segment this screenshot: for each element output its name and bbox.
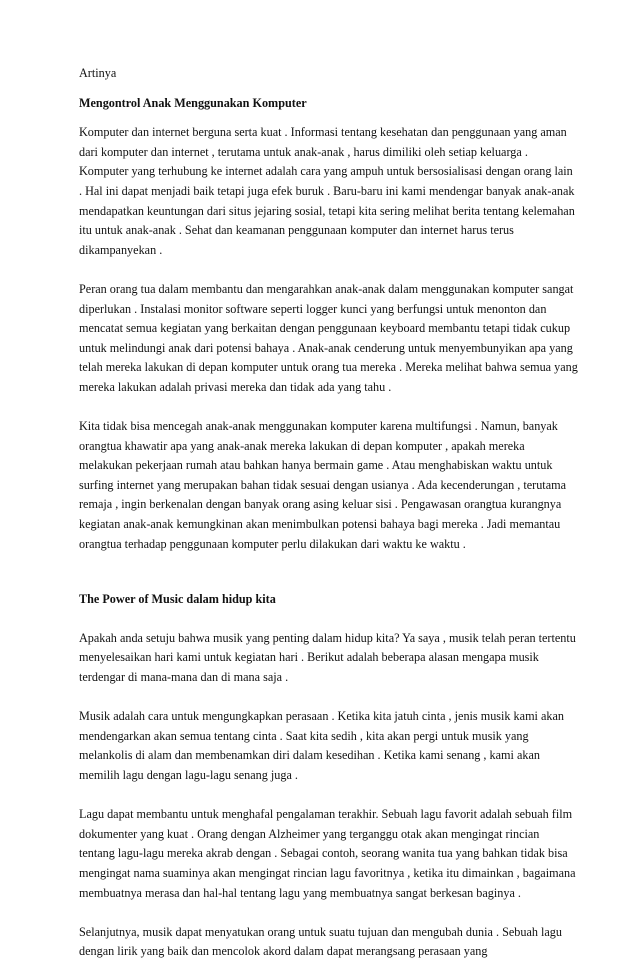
section-title-music: The Power of Music dalam hidup kita [79, 592, 276, 607]
paragraph: Musik adalah cara untuk mengungkapkan perasaan . Ketika kita jatuh cinta , jenis musik kami akan mendengarkan akan semua tentang cinta . Saat kita sedih , kita akan pergi untuk musik yang melankolis di alam dan membenamkan diri dalam kesedihan . Ketika kami senang , kami akan memilih lagu dengan lagu-lagu senang juga . [79, 709, 564, 782]
paragraph: Komputer dan internet berguna serta kuat . Informasi tentang kesehatan dan penggunaan yang aman dari komputer dan internet , terutama untuk anak-anak , harus dimiliki oleh setiap keluarga . Komputer yang terhubung ke internet adalah cara yang ampuh untuk bersosialisasi dengan orang lain . Hal ini dapat menjadi baik tetapi juga efek buruk . Baru-baru ini kami mendengar banyak anak-anak mendapatkan keuntungan dari situs jejaring sosial, tetapi kita sering melihat berita tentang kelemahan itu untuk anak-anak . Sehat dan keamanan penggunaan komputer dan internet harus terus dikampanyekan . [79, 125, 575, 257]
intro-label: Artinya [79, 66, 117, 80]
paragraph: Selanjutnya, musik dapat menyatukan orang untuk suatu tujuan dan mengubah dunia . Sebuah lagu dengan lirik yang baik dan mencolok akord dalam dapat merangsang perasaan yang [79, 924, 562, 959]
paragraph: Lagu dapat membantu untuk menghafal pengalaman terakhir. Sebuah lagu favorit adalah sebuah film dokumenter yang kuat . Orang dengan Alzheimer yang terganggu otak akan mengingat rincian tentang lagu-lagu mereka akrab dengan . Sebagai contoh, seorang wanita tua yang bahkan tidak bisa mengingat nama suaminya akan mengingat rincian lagu favoritnya , ketika itu dimainkan , bagaimana membuatnya merasa dan hal-hal tentang lagu yang membuatnya sangat berkesan baginya . [79, 807, 576, 900]
paragraph: Apakah anda setuju bahwa musik yang penting dalam hidup kita? Ya saya , musik telah peran tertentu menyelesaikan hari kami untuk kegiatan hari . Berikut adalah beberapa alasan mengapa musik terdengar di mana-mana dan di mana saja . [79, 630, 576, 685]
section-title-computer: Mengontrol Anak Menggunakan Komputer [79, 95, 307, 110]
paragraph: Kita tidak bisa mencegah anak-anak menggunakan komputer karena multifungsi . Namun, banyak orangtua khawatir apa yang anak-anak mereka lakukan di depan komputer , apakah mereka melakukan pekerjaan rumah atau bahkan hanya bermain game . Atau menghabiskan waktu untuk surfing internet yang merupakan bahan tidak sesuai dengan usianya . Ada kecenderungan , terutama remaja , ingin berkenalan dengan banyak orang asing keluar sisi . Pengawasan orangtua kurangnya kegiatan anak-anak kemungkinan akan menimbulkan potensi bahaya bagi mereka . Jadi memantau orangtua terhadap penggunaan komputer perlu dilakukan dari waktu ke waktu . [79, 419, 566, 551]
paragraph: Peran orang tua dalam membantu dan mengarahkan anak-anak dalam menggunakan komputer sangat diperlukan . Instalasi monitor software seperti logger kunci yang berfungsi untuk menonton dan mencatat semua kegiatan yang berkaitan dengan penggunaan keyboard membantu tetapi tidak cukup untuk melindungi anak dari potensi bahaya . Anak-anak cenderung untuk menyembunyikan apa yang telah mereka lakukan di depan komputer untuk orang tua mereka . Mereka melihat bahwa semua yang mereka lakukan adalah privasi mereka dan tidak ada yang tahu . [79, 281, 578, 394]
